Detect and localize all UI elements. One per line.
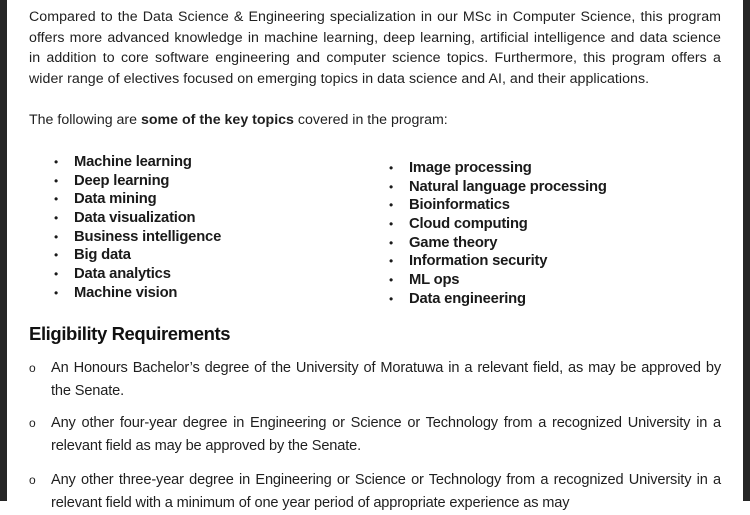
topic-item — [54, 190, 221, 209]
bullet-icon: • — [54, 229, 59, 244]
topic-item — [54, 265, 221, 284]
topics-lead — [29, 110, 448, 130]
eligibility-item — [29, 357, 721, 403]
bullet-icon: • — [54, 173, 59, 188]
eligibility-text: Any other four-year degree in Engineering or Science or Technology from a recognized University in a relevant field as may be approved by the Senate. — [51, 415, 721, 454]
bullet-icon: • — [389, 291, 394, 306]
eligibility-heading: Eligibility Requirements — [29, 323, 231, 344]
bullet-icon: • — [389, 161, 394, 175]
eligibility-text: An Honours Bachelor’s degree of the University of Moratuwa in a relevant field, as may be approved by the Senate. — [51, 360, 721, 399]
topic-label: Natural language processing — [409, 178, 607, 195]
bullet-icon: • — [389, 235, 394, 250]
topic-label: Data visualization — [74, 210, 196, 227]
bullet-icon: • — [389, 254, 394, 269]
topic-label: Machine learning — [74, 154, 192, 170]
bullet-icon: • — [54, 155, 59, 169]
topic-item — [54, 172, 221, 191]
topic-item — [389, 159, 607, 178]
topic-label: ML ops — [409, 272, 460, 289]
topic-label: Game theory — [409, 234, 498, 251]
topic-label: Data engineering — [409, 290, 526, 307]
eligibility-item — [29, 469, 721, 515]
topic-item — [389, 234, 607, 253]
topic-item — [54, 284, 221, 303]
topics-lead-prefix: The following are — [29, 112, 141, 128]
bullet-icon: • — [389, 217, 394, 232]
circle-bullet-icon: o — [29, 361, 36, 375]
topic-label: Information security — [409, 253, 548, 270]
page-border-right — [743, 0, 750, 501]
bullet-icon: • — [389, 273, 394, 288]
eligibility-item — [29, 412, 721, 458]
topic-label: Big data — [74, 247, 131, 264]
topic-label: Data analytics — [74, 266, 171, 283]
topic-item — [54, 228, 222, 247]
topics-lead-bold: some of the key topics — [140, 112, 294, 128]
bullet-icon: • — [54, 192, 59, 207]
eligibility-text: Any other three-year degree in Engineering or Science or Technology from a recognized University in a relevant field with a minimum of one year period of appropriate experience as may — [51, 472, 721, 511]
circle-bullet-icon: o — [29, 473, 36, 487]
topic-label: Machine vision — [74, 284, 178, 301]
topic-item — [54, 209, 221, 228]
topics-list-left — [54, 153, 222, 303]
topics-lead-suffix: covered in the program: — [293, 112, 448, 128]
bullet-icon: • — [54, 285, 59, 300]
topic-label: Data mining — [74, 191, 157, 208]
bullet-icon: • — [54, 267, 59, 282]
topic-item — [389, 252, 607, 271]
topic-label: Deep learning — [74, 172, 170, 189]
page-border-left — [0, 0, 7, 501]
topic-label: Image processing — [409, 160, 532, 176]
topics-list-right — [389, 159, 607, 309]
topic-item — [389, 290, 607, 309]
intro-paragraph: Compared to the Data Science & Engineering specialization in our MSc in Computer Science, this program offers more advanced knowledge in machine learning, deep learning, artificial intelligence and data science in addition to core software engineering and computer science topics. Furthermore, this program offers a wider range of electives focused on emerging topics in data science and AI, and their applications. — [29, 9, 721, 87]
circle-bullet-icon: o — [29, 416, 36, 430]
topic-item — [389, 271, 607, 290]
bullet-icon: • — [389, 198, 394, 213]
topic-label: Business intelligence — [74, 228, 222, 245]
topic-item — [389, 196, 607, 215]
topic-item — [389, 178, 607, 197]
topic-item — [389, 215, 607, 234]
bullet-icon: • — [389, 179, 394, 194]
topic-item — [54, 246, 221, 265]
topic-label: Bioinformatics — [409, 197, 510, 214]
bullet-icon: • — [54, 211, 59, 226]
topic-item — [54, 153, 221, 172]
bullet-icon: • — [54, 248, 59, 263]
topic-label: Cloud computing — [409, 216, 528, 233]
